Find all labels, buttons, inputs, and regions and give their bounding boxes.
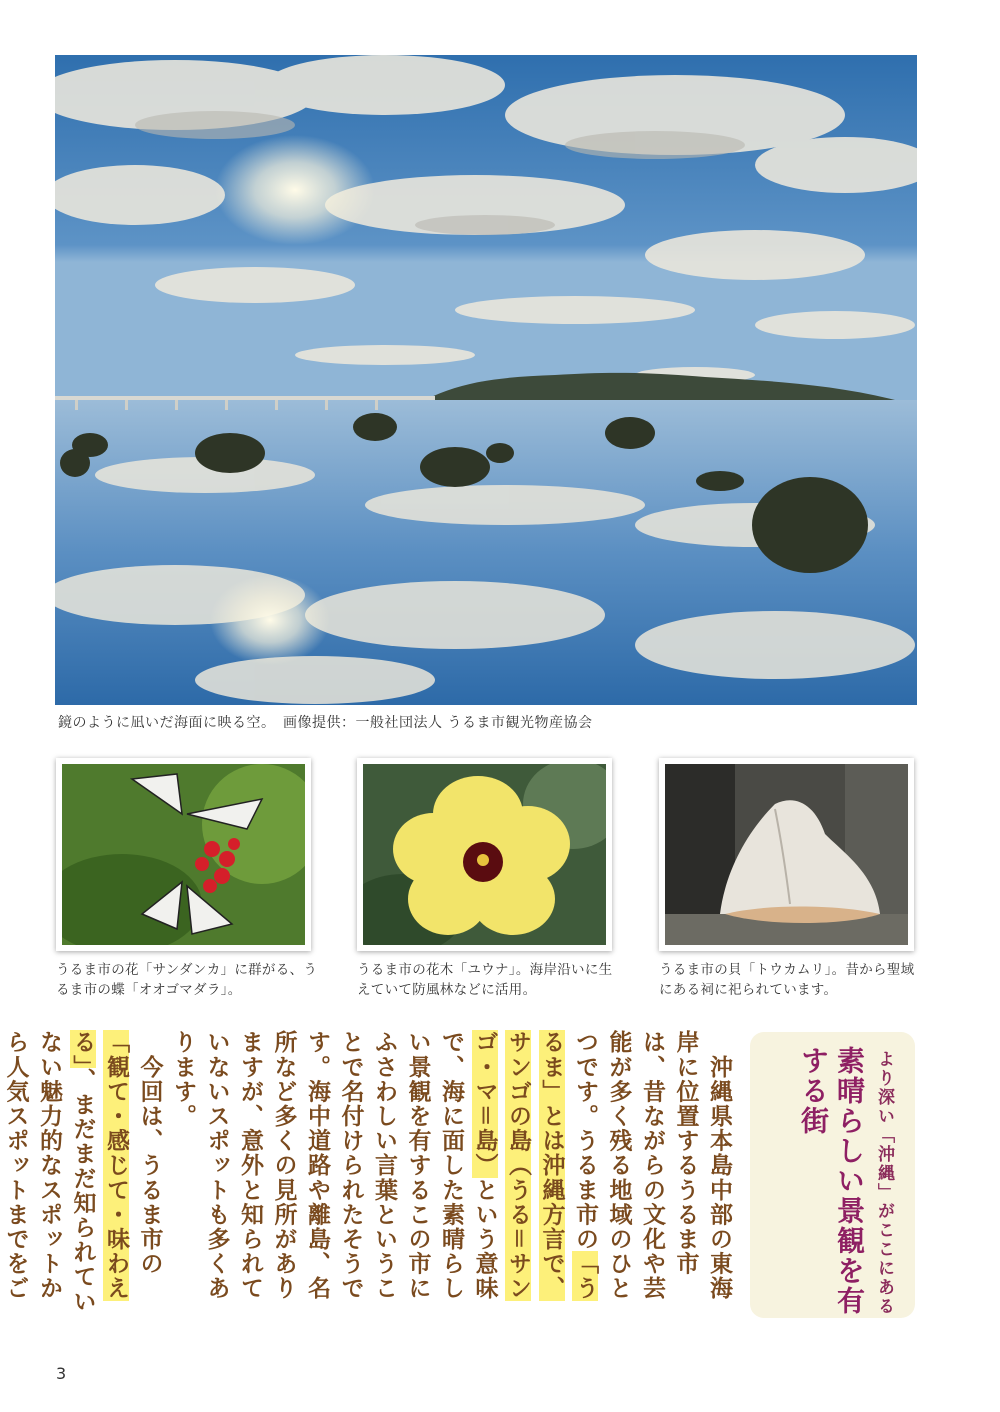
paragraph-1 (166, 1030, 736, 1320)
butterfly-caption: うるま市の花「サンダンカ」に群がる、うるま市の蝶「オオゴマダラ」。 (56, 962, 318, 998)
yuuna-caption: うるま市の花木「ユウナ」。海岸沿いに生えていて防風林などに活用。 (357, 962, 613, 998)
paragraph-1-highlight: 「うるま」とは沖縄方言で、サンゴの島（うる＝サンゴ・マ＝島） (471, 1030, 598, 1301)
shell-photo (659, 758, 914, 951)
paragraph-2 (0, 1030, 166, 1320)
paragraph-1-text-a: 沖縄県本島中部の東海岸に位置するうるま市は、昔ながらの文化や芸能が多く残る地域のひとつです。うるま市の (572, 1030, 732, 1301)
paragraph-1-text-b: という意味で、海に面した素晴らしい景観を有するこの市にふさわしい言葉ということで名付けられたそうです。海中道路や離島、名所など多くの見所がありますが、意外と知られていないスポットも多くあります。 (170, 1030, 498, 1301)
paragraph-2-text-b: 、まだまだ知られていない魅力的なスポットから人気スポットまでをご (2, 1030, 96, 1314)
paragraph-2-text-a: 今回は、うるま市の (136, 1054, 163, 1277)
yuuna-flower-photo (357, 758, 612, 951)
title-box (750, 1032, 915, 1318)
title-heading: 素晴らしい景観を有する街 (797, 1046, 866, 1316)
butterfly-photo (56, 758, 311, 951)
page-number: 3 (56, 1364, 67, 1383)
shell-caption: うるま市の貝「トウカムリ」。昔から聖域にある祠に祀られています。 (659, 962, 915, 998)
hero-caption: 鏡のように凪いだ海面に映る空。 画像提供：一般社団法人 うるま市観光物産協会 (58, 715, 593, 731)
paragraph-2-highlight: 「観て・感じて・味わえる」 (69, 1030, 129, 1301)
title-lead: より深い「沖縄」がここにある (874, 1050, 894, 1316)
hero-photo (55, 55, 917, 705)
article-body (2, 1030, 735, 1320)
